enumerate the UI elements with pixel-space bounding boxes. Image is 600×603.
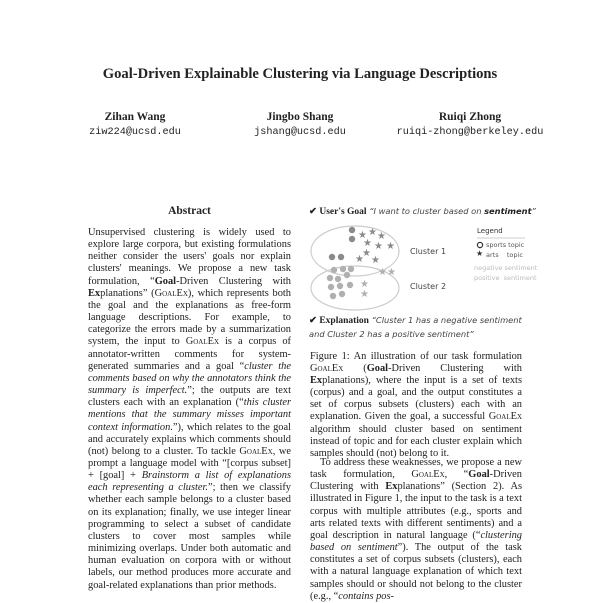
svg-text:★: ★ bbox=[360, 289, 369, 300]
arts-legend-icon: ★ bbox=[476, 249, 484, 258]
text: GoalEx bbox=[185, 336, 219, 348]
text: Ex bbox=[310, 375, 323, 387]
text: , we prompt a language model with “[corpus subset] + [goal] + bbox=[88, 445, 291, 482]
svg-text:★: ★ bbox=[378, 267, 387, 278]
legend-sports: sports topic bbox=[486, 241, 525, 249]
author-email: ziw224@ucsd.edu bbox=[89, 127, 181, 138]
legend-positive: positive sentiment bbox=[474, 274, 537, 282]
text: Ex bbox=[385, 481, 398, 493]
text: GoalEx bbox=[488, 411, 522, 423]
svg-text:★: ★ bbox=[387, 267, 396, 278]
svg-text:★: ★ bbox=[374, 241, 383, 252]
negative-stars bbox=[355, 227, 395, 266]
text: GoalEx bbox=[154, 287, 188, 299]
svg-text:★: ★ bbox=[371, 255, 380, 266]
svg-text:★: ★ bbox=[368, 227, 377, 238]
text: is a corpus of annotator-written comments for system-generated summaries and a goal “ bbox=[88, 336, 291, 372]
explanation bbox=[309, 314, 534, 341]
sports-legend-icon bbox=[477, 242, 482, 247]
author-1 bbox=[45, 111, 225, 138]
author-name: Jingbo Shang bbox=[266, 111, 334, 123]
positive-stars bbox=[360, 267, 396, 300]
goal-text: ” bbox=[531, 206, 536, 216]
text: -Driven Clustering with bbox=[388, 363, 522, 375]
text: algorithm should cluster based on sentiment instead of topic and for each cluster explain which samples should (not) belong to it. bbox=[310, 423, 522, 459]
explanation-label: ✔ Explanation bbox=[309, 316, 369, 326]
text: this cluster mentions that the summary misses important context information. bbox=[88, 397, 291, 433]
author-2 bbox=[210, 111, 390, 138]
text: Goal bbox=[468, 469, 490, 481]
svg-text:★: ★ bbox=[358, 230, 367, 241]
goal-text-emph: sentiment bbox=[484, 206, 532, 216]
text: Figure 1: An illustration of our task formulation bbox=[310, 351, 522, 362]
author-name: Ruiqi Zhong bbox=[438, 111, 502, 123]
legend-title: Legend bbox=[477, 227, 503, 235]
text: GoalEx bbox=[411, 469, 445, 481]
goal-text: “I want to cluster based on bbox=[369, 206, 485, 216]
svg-text:★: ★ bbox=[363, 238, 372, 249]
svg-text:★: ★ bbox=[355, 254, 364, 265]
text: ”). The output of the task constitutes a set of corpus subsets (clusters), each with a natural language explanation of which text samples should or should not belong to the cluster (e.g., “ bbox=[310, 542, 522, 602]
text: ( bbox=[343, 363, 367, 375]
author-name: Zihan Wang bbox=[104, 111, 166, 123]
positive-samples bbox=[327, 266, 354, 299]
text: Goal bbox=[366, 363, 389, 375]
text: Unsupervised clustering is widely used to explore large corpora, but existing formulations neither consider the users' goals nor explain clusters' meanings. We propose a new task formulation, “ bbox=[88, 227, 291, 287]
text: planations” ( bbox=[100, 287, 155, 299]
text: -Driven Clustering with bbox=[176, 275, 291, 287]
abstract-text bbox=[88, 227, 291, 592]
text: To address these weaknesses, we propose a new task formulation, bbox=[310, 457, 522, 481]
cluster-2-label: Cluster 2 bbox=[410, 282, 447, 291]
text: planations” (Section 2). As illustrated in Figure 1, the input to the task is a text corpus with multiple attributes (e.g., sports and arts related texts with different sentiments) and a goal description in natural language (“ bbox=[310, 481, 523, 541]
paper-title: Goal-Driven Explainable Clustering via Language Descriptions bbox=[102, 66, 498, 82]
author-email: jshang@ucsd.edu bbox=[254, 127, 346, 138]
legend-negative: negative sentiment bbox=[474, 264, 538, 272]
author-email: ruiqi-zhong@berkeley.edu bbox=[396, 127, 544, 138]
text: ”; then we classify whether each sample belongs to a cluster based on its explanation; finally, we use integer linear programming to select a subset of candidate clusters to cover most samples while minimizing overlaps. Under both automatic and human evaluation on corpora with or without labels, our method produces more accurate and goal-related explanations than prior methods. bbox=[88, 482, 291, 591]
text: clustering based on sentiment bbox=[310, 529, 522, 554]
figure-caption bbox=[310, 351, 522, 460]
negative-samples bbox=[329, 227, 355, 260]
text: contains pos- bbox=[338, 590, 394, 602]
svg-text:★: ★ bbox=[362, 248, 371, 259]
text: GoalEx bbox=[310, 363, 344, 375]
legend-arts: arts topic bbox=[486, 251, 523, 259]
text: Goal bbox=[154, 275, 177, 287]
text: ”), which relates to the goal and accurately explains which comments should (not) belong to a cluster. To tackle bbox=[88, 421, 291, 457]
intro-paragraph bbox=[310, 457, 522, 603]
text: , “ bbox=[444, 469, 469, 481]
svg-text:★: ★ bbox=[386, 241, 395, 252]
author-3 bbox=[370, 111, 570, 138]
svg-text:★: ★ bbox=[360, 279, 369, 290]
text: Brainstorm a list of explanations each representing a cluster. bbox=[88, 470, 291, 494]
text: Ex bbox=[88, 287, 101, 299]
text: planations), where the input is a set of texts (corpus) and a goal, and the output constitutes a set of corpus subsets (clusters) each with an explanation. Given the goal, a successful bbox=[310, 375, 522, 423]
abstract-heading: Abstract bbox=[168, 205, 211, 217]
goal-label: ✔ User's Goal bbox=[309, 207, 367, 217]
text: ”; the outputs are text clusters each with an explanation (“ bbox=[88, 385, 292, 409]
svg-text:★: ★ bbox=[377, 231, 386, 242]
text: -Driven Clustering with bbox=[310, 469, 522, 493]
text: cluster the comments based on why the annotators think the summary is imperfect. bbox=[88, 360, 291, 397]
text: ), which represents both the goal and the explanations as free-form language descriptions. For example, to categorize the errors made by a summarization system, the input to bbox=[88, 287, 291, 348]
figure-1 bbox=[305, 200, 538, 345]
text: GoalEx bbox=[239, 445, 273, 457]
cluster-1-label: Cluster 1 bbox=[410, 247, 447, 256]
explanation-text: “Cluster 1 has a negative sentiment and Cluster 2 has a positive sentiment” bbox=[309, 315, 522, 339]
